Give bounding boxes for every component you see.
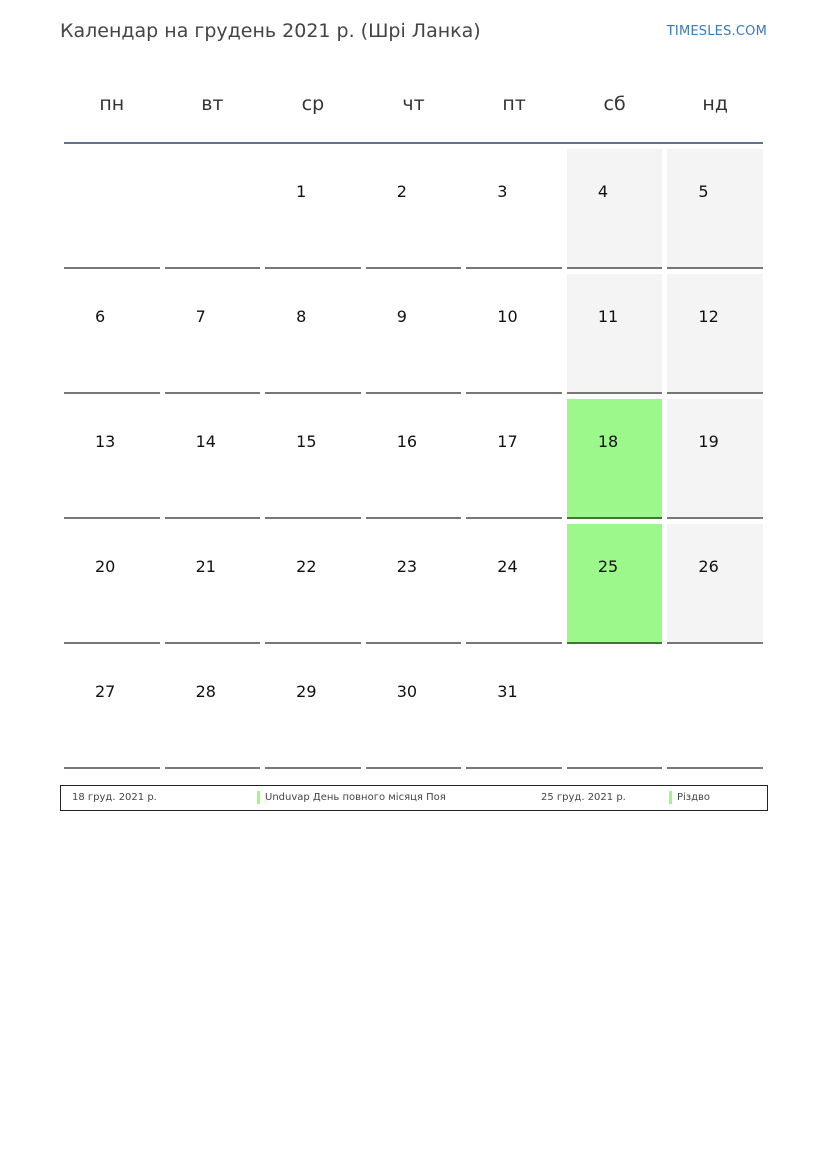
day-cell[interactable]	[466, 649, 562, 769]
legend-holiday-1: Unduvap День повного місяця Поя	[265, 792, 446, 803]
day-number: 26	[698, 557, 719, 576]
weekday-fri: пт	[502, 93, 526, 115]
day-cell[interactable]	[64, 274, 160, 394]
day-cell[interactable]	[265, 524, 361, 644]
day-cell[interactable]	[366, 399, 462, 519]
legend-marker-1	[257, 791, 260, 804]
empty-cell	[64, 149, 160, 269]
empty-cell	[667, 649, 763, 769]
day-cell[interactable]	[265, 274, 361, 394]
weekday-mon: пн	[99, 93, 125, 115]
day-cell[interactable]	[165, 399, 261, 519]
day-cell[interactable]	[366, 649, 462, 769]
weekday-tue: вт	[201, 93, 224, 115]
day-number: 27	[95, 682, 116, 701]
day-number: 3	[497, 182, 508, 201]
legend-holiday-2: Різдво	[677, 792, 711, 803]
day-number: 2	[396, 182, 407, 201]
day-number: 12	[698, 307, 719, 326]
day-cell[interactable]	[165, 524, 261, 644]
day-cell[interactable]	[366, 274, 462, 394]
day-cell[interactable]	[64, 649, 160, 769]
day-number: 6	[95, 307, 106, 326]
day-cell[interactable]	[466, 149, 562, 269]
day-cell[interactable]	[165, 274, 261, 394]
day-number: 5	[698, 182, 709, 201]
day-cell[interactable]	[64, 524, 160, 644]
day-number: 15	[296, 432, 317, 451]
day-cell[interactable]	[567, 274, 663, 394]
day-number: 14	[195, 432, 216, 451]
day-number: 28	[195, 682, 216, 701]
weekday-thu: чт	[402, 93, 425, 115]
day-number: 19	[698, 432, 719, 451]
day-number: 16	[396, 432, 418, 451]
day-cell[interactable]	[265, 399, 361, 519]
day-cell[interactable]	[165, 649, 261, 769]
day-number: 29	[296, 682, 317, 701]
day-number: 21	[195, 557, 216, 576]
calendar	[64, 70, 763, 769]
day-number: 11	[597, 307, 619, 326]
day-cell[interactable]	[567, 524, 663, 644]
day-cell[interactable]	[466, 399, 562, 519]
day-cell[interactable]	[667, 149, 763, 269]
empty-cell	[165, 149, 261, 269]
day-number: 25	[597, 557, 619, 576]
day-number: 9	[396, 307, 407, 326]
day-number: 20	[95, 557, 116, 576]
day-number: 24	[497, 557, 518, 576]
day-cell[interactable]	[466, 524, 562, 644]
weekday-header	[64, 70, 763, 144]
day-number: 18	[597, 432, 619, 451]
day-number: 8	[296, 307, 307, 326]
empty-cell	[567, 649, 663, 769]
legend-marker-2	[669, 791, 672, 804]
day-cell[interactable]	[567, 399, 663, 519]
legend-date-2: 25 груд. 2021 р.	[541, 792, 626, 803]
weekday-sun: нд	[702, 93, 728, 115]
day-number: 13	[95, 432, 116, 451]
day-cell[interactable]	[64, 399, 160, 519]
brand-link[interactable]: TIMESLES.COM	[666, 24, 767, 39]
day-cell[interactable]	[567, 149, 663, 269]
day-number: 31	[497, 682, 518, 701]
weekday-wed: ср	[301, 93, 325, 115]
day-cell[interactable]	[667, 274, 763, 394]
day-cell[interactable]	[667, 399, 763, 519]
day-cell[interactable]	[366, 149, 462, 269]
day-number: 4	[597, 182, 609, 201]
day-number: 1	[296, 182, 307, 201]
holiday-legend	[60, 785, 768, 811]
day-cell[interactable]	[265, 649, 361, 769]
legend-date-1: 18 груд. 2021 р.	[72, 792, 157, 803]
day-number: 23	[396, 557, 418, 576]
day-number: 22	[296, 557, 317, 576]
day-number: 10	[497, 307, 518, 326]
day-number: 17	[497, 432, 518, 451]
page-title: Календар на грудень 2021 р. (Шрі Ланка)	[60, 20, 481, 42]
weekday-sat: сб	[603, 93, 626, 115]
day-cell[interactable]	[466, 274, 562, 394]
day-cell[interactable]	[366, 524, 462, 644]
day-cell[interactable]	[667, 524, 763, 644]
days-grid	[64, 149, 763, 769]
day-number: 30	[396, 682, 418, 701]
day-cell[interactable]	[265, 149, 361, 269]
day-number: 7	[195, 307, 206, 326]
